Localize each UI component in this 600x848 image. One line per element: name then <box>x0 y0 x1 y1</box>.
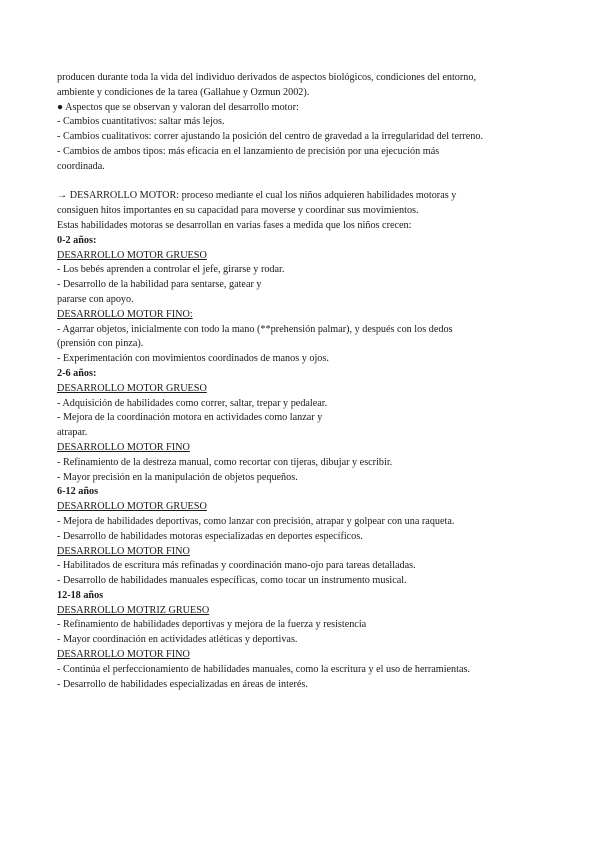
qualitative-changes: - Cambios cualitativos: correr ajustando la posición del centro de gravedad a la irregularidad del terreno. <box>57 131 484 143</box>
intro-line-2: ambiente y condiciones de la tarea (Gallahue y Ozmun 2002). <box>57 86 310 98</box>
stage-2-6-fine-item-1: - Refinamiento de la destreza manual, como recortar con tijeras, dibujar y escribir. <box>57 456 393 468</box>
stage-0-2-title: 0-2 años: <box>57 234 97 246</box>
stage-0-2-fine-heading: DESARROLLO MOTOR FINO: <box>57 308 193 320</box>
stage-0-2-fine-item-1b: (prensión con pinza). <box>57 338 144 350</box>
both-changes-line-1: - Cambios de ambos tipos: más eficacia en el lanzamiento de precisión por una ejecución más <box>57 145 440 157</box>
stage-12-18-fine-heading: DESARROLLO MOTOR FINO <box>57 649 190 661</box>
stage-2-6-gross-heading: DESARROLLO MOTOR GRUESO <box>57 382 207 394</box>
stage-12-18-gross-item-1: - Refinamiento de habilidades deportivas y mejora de la fuerza y resistencia <box>57 619 367 631</box>
stage-2-6-gross-item-2b: atrapar. <box>57 427 88 439</box>
stage-6-12-gross-item-1: - Mejora de habilidades deportivas, como lanzar con precisión, atrapar y golpear con una raqueta. <box>57 515 455 527</box>
both-changes-line-2: coordinada. <box>57 160 105 172</box>
stage-2-6-fine-item-2: - Mayor precisión en la manipulación de objetos pequeños. <box>57 471 298 483</box>
document-page <box>57 71 557 692</box>
definition-line-3: Estas habilidades motoras se desarrollan en varias fases a medida que los niños crecen: <box>57 219 412 231</box>
stage-6-12-fine-item-2: - Desarrollo de habilidades manuales específicas, como tocar un instrumento musical. <box>57 575 407 587</box>
stage-6-12-fine-item-1: - Habilitados de escritura más refinadas y coordinación mano-ojo para tareas detalladas. <box>57 560 416 572</box>
stage-12-18-fine-item-1: - Continúa el perfeccionamiento de habilidades manuales, como la escritura y el uso de herramientas. <box>57 663 471 675</box>
stage-0-2-gross-item-2a: - Desarrollo de la habilidad para sentarse, gatear y <box>57 279 262 291</box>
stage-6-12-fine-heading: DESARROLLO MOTOR FINO <box>57 545 190 557</box>
stage-0-2-gross-item-1: - Los bebés aprenden a controlar el jefe, girarse y rodar. <box>57 264 285 276</box>
stage-12-18-title: 12-18 años <box>57 589 104 601</box>
definition-line-1: → DESARROLLO MOTOR: proceso mediante el cual los niños adquieren habilidades motoras y <box>57 190 457 202</box>
stage-2-6-gross-item-2a: - Mejora de la coordinación motora en actividades como lanzar y <box>57 412 323 424</box>
stage-0-2-gross-heading: DESARROLLO MOTOR GRUESO <box>57 249 207 261</box>
aspects-heading: ● Aspectos que se observan y valoran del desarrollo motor: <box>57 101 299 113</box>
stage-12-18-gross-item-2: - Mayor coordinación en actividades atléticas y deportivas. <box>57 634 298 646</box>
paragraph-gap <box>57 175 557 190</box>
stage-6-12-gross-item-2: - Desarrollo de habilidades motoras especializadas en deportes específicos. <box>57 530 363 542</box>
stage-2-6-fine-heading: DESARROLLO MOTOR FINO <box>57 441 190 453</box>
stage-0-2-fine-item-2: - Experimentación con movimientos coordinados de manos y ojos. <box>57 353 329 365</box>
stage-12-18-fine-item-2: - Desarrollo de habilidades especializadas en áreas de interés. <box>57 678 308 690</box>
stage-12-18-gross-heading: DESARROLLO MOTRIZ GRUESO <box>57 604 210 616</box>
stage-6-12-title: 6-12 años <box>57 486 99 498</box>
intro-line-1: producen durante toda la vida del individuo derivados de aspectos biológicos, condiciones del entorno, <box>57 72 476 83</box>
stage-6-12-gross-heading: DESARROLLO MOTOR GRUESO <box>57 501 207 513</box>
stage-2-6-title: 2-6 años: <box>57 367 97 379</box>
definition-line-2: consiguen hitos importantes en su capacidad para moverse y coordinar sus movimientos. <box>57 205 419 217</box>
stage-0-2-gross-item-2b: pararse con apoyo. <box>57 293 134 305</box>
quantitative-changes: - Cambios cuantitativos: saltar más lejos. <box>57 116 225 128</box>
stage-2-6-gross-item-1: - Adquisición de habilidades como correr, saltar, trepar y pedalear. <box>57 397 328 409</box>
stage-0-2-fine-item-1a: - Agarrar objetos, inicialmente con todo la mano (**prehensión palmar), y después con los dedos <box>57 323 453 335</box>
